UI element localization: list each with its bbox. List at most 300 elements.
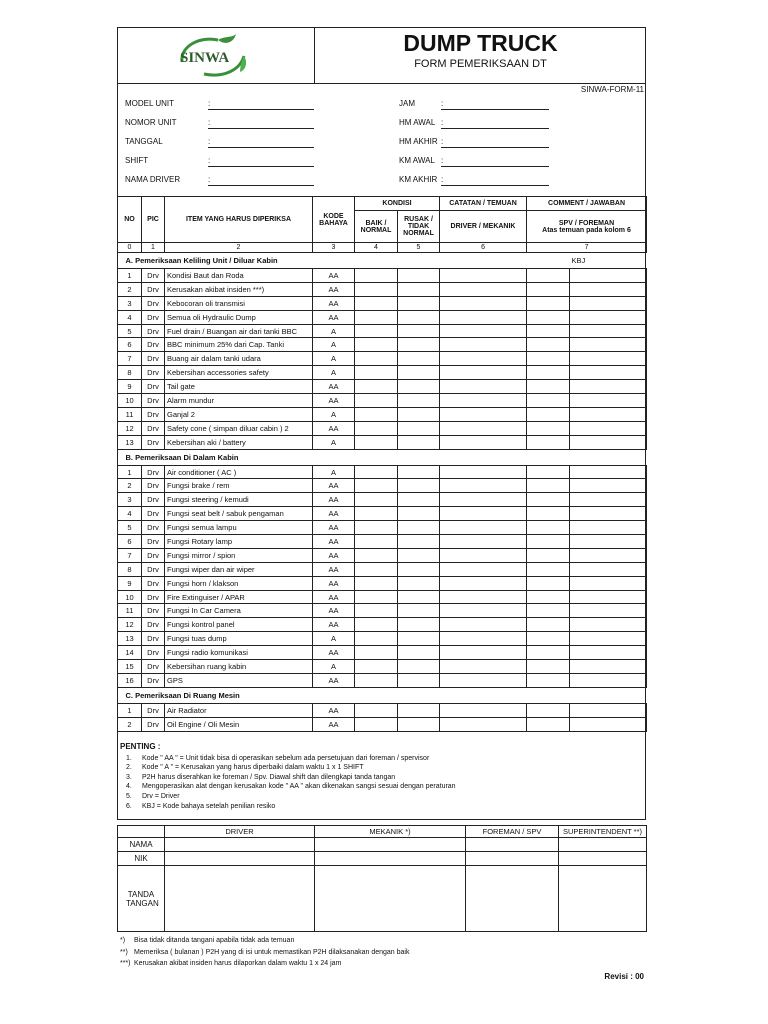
cell-rusak[interactable] [398,366,440,380]
col-catatan: CATATAN / TEMUAN [440,197,527,211]
col-number: 6 [440,243,527,253]
cell-baik[interactable] [355,618,398,632]
cell-baik[interactable] [355,590,398,604]
cell-rusak[interactable] [398,646,440,660]
row-kode: AA [313,673,355,687]
cell-baik[interactable] [355,717,398,731]
cell-spv[interactable] [570,576,647,590]
cell-spv[interactable] [570,646,647,660]
cell-rusak[interactable] [398,269,440,283]
cell-driver[interactable] [440,380,527,394]
cell-spv[interactable] [570,421,647,435]
cell-kbj[interactable] [527,435,570,449]
cell-rusak[interactable] [398,380,440,394]
sig-cell[interactable] [466,852,559,866]
cell-baik[interactable] [355,673,398,687]
row-no: 13 [118,435,142,449]
row-no: 3 [118,493,142,507]
cell-kbj[interactable] [527,521,570,535]
cell-spv[interactable] [570,521,647,535]
sig-cell[interactable] [559,852,647,866]
row-no: 16 [118,673,142,687]
row-item: BBC minimum 25% dari Cap. Tanki [165,338,313,352]
field-input[interactable]: : [208,99,314,110]
row-kode: A [313,366,355,380]
cell-driver[interactable] [440,521,527,535]
penting-item [120,792,640,802]
cell-kbj[interactable] [527,338,570,352]
table-row [118,717,647,731]
cell-baik[interactable] [355,296,398,310]
row-item: Fungsi wiper dan air wiper [165,562,313,576]
cell-rusak[interactable] [398,507,440,521]
row-pic: Drv [142,394,165,408]
cell-driver[interactable] [440,562,527,576]
col-driver: DRIVER / MEKANIK [440,211,527,243]
footnote-text: Memeriksa ( bulanan ) P2H yang di isi untuk memastikan P2H dilaksanakan dengan baik [134,948,410,956]
row-no: 1 [118,269,142,283]
cell-spv[interactable] [570,435,647,449]
cell-spv[interactable] [570,590,647,604]
cell-rusak[interactable] [398,282,440,296]
col-comment: COMMENT / JAWABAN [527,197,647,211]
cell-rusak[interactable] [398,407,440,421]
cell-kbj[interactable] [527,380,570,394]
cell-kbj[interactable] [527,535,570,549]
col-kondisi: KONDISI [355,197,440,211]
cell-spv[interactable] [570,394,647,408]
cell-kbj[interactable] [527,282,570,296]
cell-rusak[interactable] [398,660,440,674]
cell-spv[interactable] [570,407,647,421]
logo-area [118,28,315,83]
row-pic: Drv [142,673,165,687]
cell-spv[interactable] [570,660,647,674]
row-no: 5 [118,324,142,338]
row-item: Tail gate [165,380,313,394]
cell-spv[interactable] [570,604,647,618]
row-item: Fungsi tuas dump [165,632,313,646]
cell-rusak[interactable] [398,421,440,435]
cell-kbj[interactable] [527,604,570,618]
cell-driver[interactable] [440,618,527,632]
row-kode: A [313,324,355,338]
sig-cell[interactable] [559,838,647,852]
cell-spv[interactable] [570,282,647,296]
row-no: 9 [118,576,142,590]
cell-baik[interactable] [355,338,398,352]
cell-rusak[interactable] [398,618,440,632]
footnote [120,947,640,959]
section-extra [570,449,647,465]
row-no: 10 [118,394,142,408]
cell-driver[interactable] [440,324,527,338]
row-kode: AA [313,269,355,283]
cell-driver[interactable] [440,548,527,562]
cell-spv[interactable] [570,535,647,549]
row-item: GPS [165,673,313,687]
sig-cell[interactable] [466,838,559,852]
penting-item [120,754,640,764]
cell-driver[interactable] [440,282,527,296]
cell-driver[interactable] [440,407,527,421]
field-label: KM AWAL [399,156,435,165]
field-input[interactable]: : [208,137,314,148]
field-input[interactable]: : [208,118,314,129]
cell-rusak[interactable] [398,435,440,449]
cell-baik[interactable] [355,521,398,535]
cell-rusak[interactable] [398,296,440,310]
cell-rusak[interactable] [398,535,440,549]
cell-kbj[interactable] [527,493,570,507]
cell-spv[interactable] [570,703,647,717]
cell-kbj[interactable] [527,394,570,408]
sig-column-header: FOREMAN / SPV [466,826,559,838]
sig-cell[interactable] [165,838,315,852]
cell-kbj[interactable] [527,562,570,576]
field-input[interactable]: : [441,156,549,167]
row-kode: AA [313,618,355,632]
cell-kbj[interactable] [527,590,570,604]
cell-kbj[interactable] [527,660,570,674]
cell-baik[interactable] [355,435,398,449]
sig-row-label: TANDA TANGAN [118,866,165,932]
sig-cell[interactable] [466,866,559,932]
row-pic: Drv [142,717,165,731]
row-no: 5 [118,521,142,535]
cell-driver[interactable] [440,394,527,408]
sig-cell[interactable] [165,852,315,866]
cell-rusak[interactable] [398,632,440,646]
table-row [118,366,647,380]
sig-cell[interactable] [165,866,315,932]
table-row [118,380,647,394]
cell-kbj[interactable] [527,576,570,590]
penting-number: 5. [126,792,132,800]
section-title: A. Pemeriksaan Keliling Unit / Diluar Kabin [118,253,570,269]
cell-baik[interactable] [355,269,398,283]
cell-baik[interactable] [355,282,398,296]
col-spv [527,211,647,243]
footnote-mark: *) [120,937,126,944]
col-number: 2 [165,243,313,253]
row-pic: Drv [142,604,165,618]
row-pic: Drv [142,632,165,646]
cell-driver[interactable] [440,338,527,352]
row-pic: Drv [142,435,165,449]
table-row [118,521,647,535]
row-kode: A [313,465,355,479]
row-kode: AA [313,562,355,576]
row-kode: AA [313,296,355,310]
row-kode: AA [313,521,355,535]
cell-baik[interactable] [355,604,398,618]
cell-spv[interactable] [570,717,647,731]
cell-spv[interactable] [570,296,647,310]
cell-kbj[interactable] [527,296,570,310]
sig-corner [118,826,165,838]
cell-kbj[interactable] [527,618,570,632]
cell-kbj[interactable] [527,269,570,283]
cell-rusak[interactable] [398,479,440,493]
form-title: DUMP TRUCK [403,30,558,56]
cell-spv[interactable] [570,269,647,283]
cell-driver[interactable] [440,590,527,604]
cell-spv[interactable] [570,673,647,687]
cell-rusak[interactable] [398,703,440,717]
form-header [117,27,646,84]
row-kode: A [313,407,355,421]
sig-cell[interactable] [559,866,647,932]
cell-baik[interactable] [355,324,398,338]
row-item: Fungsi brake / rem [165,479,313,493]
col-number: 0 [118,243,142,253]
field-label: HM AKHIR [399,137,438,146]
footnote-mark: ***) [120,960,131,967]
row-pic: Drv [142,548,165,562]
footnotes [120,935,640,970]
penting-item [120,773,640,783]
cell-rusak[interactable] [398,548,440,562]
row-no: 15 [118,660,142,674]
cell-rusak[interactable] [398,521,440,535]
row-kode: A [313,352,355,366]
table-row [118,632,647,646]
row-kode: A [313,338,355,352]
field-input[interactable]: : [441,118,549,129]
table-row [118,562,647,576]
cell-rusak[interactable] [398,493,440,507]
table-row [118,618,647,632]
cell-driver[interactable] [440,269,527,283]
penting-text: P2H harus diserahkan ke foreman / Spv. Diawal shift dan dilengkapi tanda tangan [142,773,396,781]
spv-note: Atas temuan pada kolom 6 [542,226,631,234]
row-pic: Drv [142,703,165,717]
cell-driver[interactable] [440,717,527,731]
table-row [118,338,647,352]
cell-driver[interactable] [440,660,527,674]
cell-baik[interactable] [355,366,398,380]
field-input[interactable]: : [208,175,314,186]
cell-spv[interactable] [570,352,647,366]
cell-spv[interactable] [570,548,647,562]
cell-kbj[interactable] [527,366,570,380]
cell-spv[interactable] [570,310,647,324]
sig-cell[interactable] [315,838,466,852]
cell-driver[interactable] [440,673,527,687]
sig-row-label: NIK [118,852,165,866]
cell-driver[interactable] [440,604,527,618]
cell-kbj[interactable] [527,717,570,731]
row-kode: AA [313,646,355,660]
cell-kbj[interactable] [527,479,570,493]
table-row [118,703,647,717]
cell-kbj[interactable] [527,421,570,435]
cell-spv[interactable] [570,479,647,493]
field-input[interactable]: : [441,175,549,186]
field-input[interactable]: : [208,156,314,167]
row-pic: Drv [142,296,165,310]
row-no: 3 [118,296,142,310]
row-item: Oil Engine / Oli Mesin [165,717,313,731]
cell-driver[interactable] [440,310,527,324]
cell-spv[interactable] [570,562,647,576]
cell-baik[interactable] [355,632,398,646]
penting-number: 2. [126,764,132,772]
cell-baik[interactable] [355,646,398,660]
cell-driver[interactable] [440,507,527,521]
row-no: 12 [118,618,142,632]
cell-rusak[interactable] [398,673,440,687]
cell-kbj[interactable] [527,632,570,646]
row-item: Air conditioner ( AC ) [165,465,313,479]
cell-spv[interactable] [570,324,647,338]
sig-cell[interactable] [315,852,466,866]
cell-rusak[interactable] [398,604,440,618]
cell-rusak[interactable] [398,590,440,604]
penting-notes [120,742,640,811]
cell-baik[interactable] [355,479,398,493]
cell-baik[interactable] [355,465,398,479]
cell-driver[interactable] [440,493,527,507]
cell-baik[interactable] [355,310,398,324]
cell-baik[interactable] [355,576,398,590]
cell-driver[interactable] [440,576,527,590]
cell-kbj[interactable] [527,548,570,562]
cell-kbj[interactable] [527,673,570,687]
row-item: Alarm mundur [165,394,313,408]
cell-rusak[interactable] [398,576,440,590]
table-row [118,269,647,283]
cell-rusak[interactable] [398,338,440,352]
cell-driver[interactable] [440,421,527,435]
cell-spv[interactable] [570,465,647,479]
cell-rusak[interactable] [398,562,440,576]
cell-rusak[interactable] [398,310,440,324]
cell-driver[interactable] [440,535,527,549]
row-kode: AA [313,380,355,394]
row-no: 1 [118,465,142,479]
cell-baik[interactable] [355,380,398,394]
cell-spv[interactable] [570,618,647,632]
table-row [118,296,647,310]
cell-driver[interactable] [440,366,527,380]
cell-baik[interactable] [355,660,398,674]
field-input[interactable]: : [441,137,549,148]
penting-text: KBJ = Kode bahaya setelah penilian resiko [142,802,276,810]
row-pic: Drv [142,590,165,604]
cell-baik[interactable] [355,421,398,435]
cell-spv[interactable] [570,493,647,507]
cell-baik[interactable] [355,394,398,408]
sig-cell[interactable] [315,866,466,932]
footnote-mark: **) [120,948,128,956]
cell-spv[interactable] [570,632,647,646]
row-pic: Drv [142,493,165,507]
cell-spv[interactable] [570,380,647,394]
logo-text: SINWA [180,50,230,66]
row-kode: A [313,632,355,646]
cell-kbj[interactable] [527,407,570,421]
cell-kbj[interactable] [527,507,570,521]
table-row [118,548,647,562]
cell-baik[interactable] [355,548,398,562]
row-item: Fungsi Rotary lamp [165,535,313,549]
penting-number: 3. [126,773,132,781]
section-title: C. Pemeriksaan Di Ruang Mesin [118,687,570,703]
cell-rusak[interactable] [398,352,440,366]
cell-driver[interactable] [440,646,527,660]
field-input[interactable]: : [441,99,549,110]
col-number: 4 [355,243,398,253]
cell-spv[interactable] [570,366,647,380]
cell-baik[interactable] [355,352,398,366]
table-row [118,673,647,687]
table-row [118,507,647,521]
cell-driver[interactable] [440,632,527,646]
row-item: Fungsi radio komunikasi [165,646,313,660]
row-no: 2 [118,479,142,493]
cell-rusak[interactable] [398,324,440,338]
cell-spv[interactable] [570,338,647,352]
cell-driver[interactable] [440,479,527,493]
col-rusak: RUSAK / TIDAK NORMAL [398,211,440,243]
row-pic: Drv [142,421,165,435]
table-row [118,394,647,408]
cell-rusak[interactable] [398,717,440,731]
row-pic: Drv [142,380,165,394]
cell-kbj[interactable] [527,646,570,660]
field-label: NAMA DRIVER [125,175,181,184]
cell-baik[interactable] [355,493,398,507]
cell-driver[interactable] [440,703,527,717]
cell-kbj[interactable] [527,703,570,717]
cell-driver[interactable] [440,352,527,366]
row-pic: Drv [142,521,165,535]
cell-baik[interactable] [355,507,398,521]
cell-rusak[interactable] [398,465,440,479]
row-pic: Drv [142,576,165,590]
table-row [118,535,647,549]
cell-kbj[interactable] [527,465,570,479]
table-row [118,590,647,604]
footnote-text: Bisa tidak ditanda tangani apabila tidak ada temuan [134,937,295,944]
cell-kbj[interactable] [527,324,570,338]
field-label: HM AWAL [399,118,436,127]
row-kode: AA [313,703,355,717]
row-kode: AA [313,548,355,562]
row-no: 11 [118,604,142,618]
row-no: 13 [118,632,142,646]
cell-driver[interactable] [440,465,527,479]
cell-baik[interactable] [355,703,398,717]
cell-spv[interactable] [570,507,647,521]
cell-baik[interactable] [355,407,398,421]
cell-rusak[interactable] [398,394,440,408]
cell-baik[interactable] [355,535,398,549]
row-item: Air Radiator [165,703,313,717]
cell-driver[interactable] [440,435,527,449]
cell-baik[interactable] [355,562,398,576]
sinwa-logo [174,32,254,80]
penting-item [120,802,640,812]
cell-driver[interactable] [440,296,527,310]
row-pic: Drv [142,535,165,549]
row-pic: Drv [142,618,165,632]
cell-kbj[interactable] [527,352,570,366]
cell-kbj[interactable] [527,310,570,324]
row-kode: AA [313,535,355,549]
